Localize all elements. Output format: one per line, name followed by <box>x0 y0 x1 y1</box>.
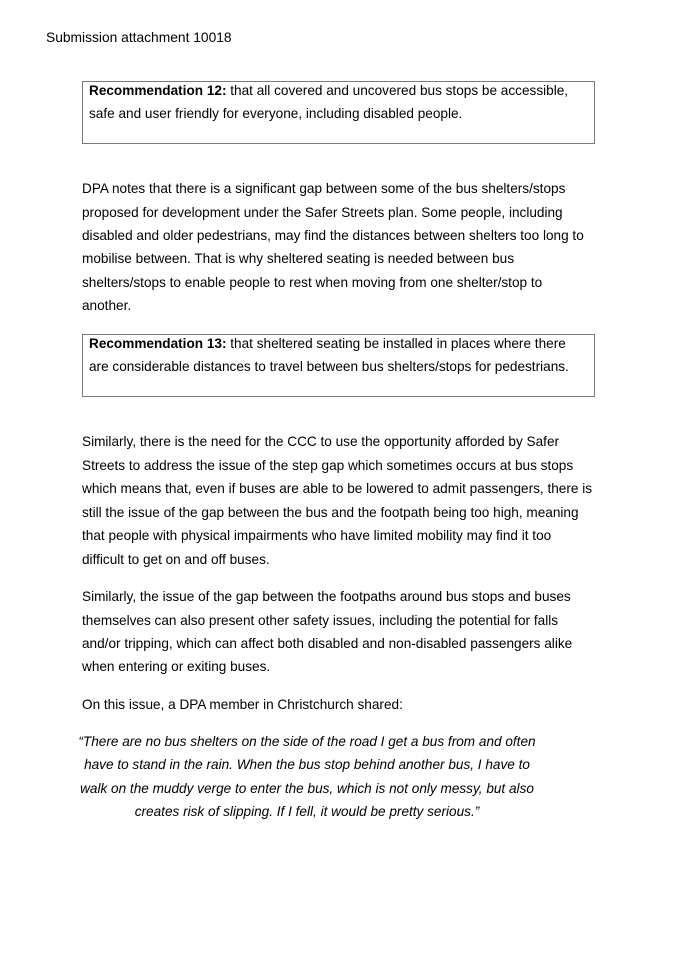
recommendation-12-text: that all covered and uncovered bus stops be accessible, <box>226 83 569 98</box>
paragraph-line: and/or tripping, which can affect both disabled and non-disabled passengers alike <box>82 636 573 651</box>
paragraph-line: that people with physical impairments who have limited mobility may find it too <box>82 528 552 543</box>
paragraph-line: disabled and older pedestrians, may find the distances between shelters too long to <box>82 228 584 243</box>
paragraph-line: still the issue of the gap between the bus and the footpath being too high, meaning <box>82 505 579 520</box>
quote-line: creates risk of slipping. If I fell, it would be pretty serious.” <box>134 804 480 819</box>
paragraph-line: difficult to get on and off buses. <box>82 552 270 567</box>
quote-line: have to stand in the rain. When the bus stop behind another bus, I have to <box>84 757 530 772</box>
paragraph-line: themselves can also present other safety issues, including the potential for falls <box>82 613 559 628</box>
paragraph-line: when entering or exiting buses. <box>82 659 271 674</box>
recommendation-12-line-2: safe and user friendly for everyone, including disabled people. <box>89 106 463 121</box>
paragraph-line: mobilise between. That is why sheltered seating is needed between bus <box>82 251 514 266</box>
paragraph-line: proposed for development under the Safer Streets plan. Some people, including <box>82 205 563 220</box>
paragraph-line: DPA notes that there is a significant gap between some of the bus shelters/stops <box>82 181 566 196</box>
paragraph-line: another. <box>82 298 132 313</box>
paragraph-line: shelters/stops to enable people to rest when moving from one shelter/stop to <box>82 275 543 290</box>
paragraph-line: Streets to address the issue of the step gap which sometimes occurs at bus stops <box>82 458 574 473</box>
paragraph-4: On this issue, a DPA member in Christchurch shared: <box>82 697 403 712</box>
page-header: Submission attachment 10018 <box>46 30 232 45</box>
paragraph-line: Similarly, there is the need for the CCC to use the opportunity afforded by Safer <box>82 434 560 449</box>
recommendation-13-label: Recommendation 13: <box>89 336 227 351</box>
recommendation-12-label: Recommendation 12: <box>89 83 227 98</box>
paragraph-line: Similarly, the issue of the gap between the footpaths around bus stops and buses <box>82 589 571 604</box>
quote-line: walk on the muddy verge to enter the bus, which is not only messy, but also <box>80 781 534 796</box>
recommendation-13-line-2: are considerable distances to travel between bus shelters/stops for pedestrians. <box>89 359 569 374</box>
recommendation-13-line-1 <box>89 336 566 351</box>
recommendation-13-text: that sheltered seating be installed in places where there <box>226 336 566 351</box>
recommendation-12-line-1 <box>89 83 568 98</box>
quote-line: “There are no bus shelters on the side of the road I get a bus from and often <box>78 734 536 749</box>
paragraph-line: which means that, even if buses are able to be lowered to admit passengers, there is <box>82 481 593 496</box>
